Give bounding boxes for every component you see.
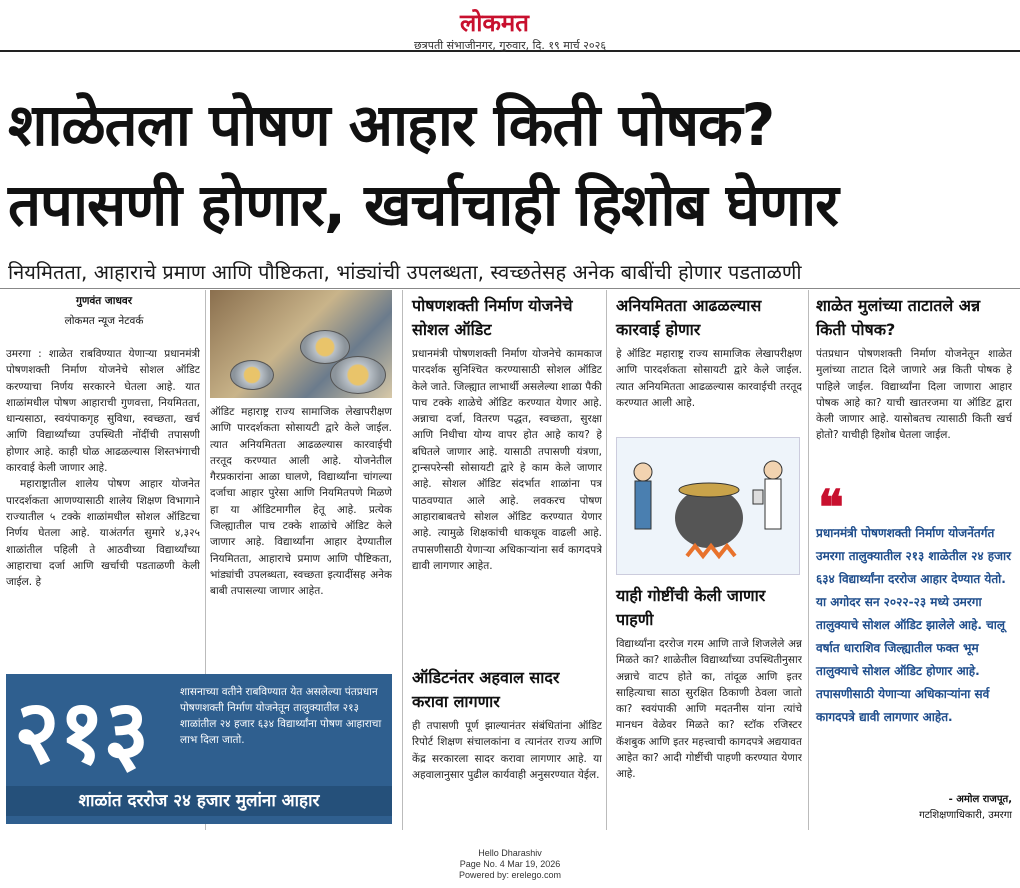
col4-text-1: हे ऑडिट महाराष्ट्र राज्य सामाजिक लेखापरीक्षण आणि पारदर्शकता सोसायटी द्वारे केले जाईल. त्यात अनियमितता आढळल्यास कारवाईची तरतूद करण्यात आली आहे. [616, 348, 802, 409]
byline-author: गुणवंत जाधवर [75, 295, 133, 307]
col4-heading-1: अनियमितता आढळल्यास कारवाई होणार [616, 296, 762, 339]
col1-para-2: महाराष्ट्रातील शालेय पोषण आहार योजनेत पारदर्शकता आणण्यासाठी शालेय शिक्षण विभागाने राज्यातील ५ टक्के शाळांमधील सोशल ऑडिटचा निर्णय घेतला आहे. याअंतर्गत सुमारे ४,३२५ शाळांतील पहिली ते आठवीच्या विद्यार्थ्यांच्या आहाराचा दर्जा आणि खर्चाची पडताळणी केली जाईल. हे [6, 478, 200, 589]
page-footer [380, 848, 640, 881]
masthead [0, 0, 1020, 52]
col4-heading-2: याही गोष्टींची केली जाणार पाहणी [616, 586, 766, 629]
quote-mark-icon: ❝ [818, 480, 844, 536]
strapline: नियमितता, आहाराचे प्रमाण आणि पौष्टिकता, भांड्यांची उपलब्धता, स्वच्छतेसह अनेक बाबींची होणार पडताळणी [8, 260, 802, 284]
byline [6, 294, 202, 334]
midday-meal-photo [210, 290, 392, 398]
stat-number: २१३ [14, 680, 149, 783]
col3-text-1: प्रधानमंत्री पोषणशक्ती निर्माण योजनेचे कामकाज पारदर्शक सुनिश्चित करण्यासाठी सोशल ऑडिट केले जाते. जिल्ह्यात लाभार्थी असलेल्या शाळा पैकी पाच टक्के शाळेचे ऑडिट करण्यात येणार आहे. अन्नाचा दर्जा, वितरण पद्धत, स्वच्छता, सुरक्षा आणि निधीचा योग्य वापर होत आहे काय? हे बघितले जाणार आहे. यासाठी तपासणी यंत्रणा, ट्रान्सपरेन्सी सोसायटी द्वारे हे काम केले जाणार आहे. सोशल ऑडिट संदर्भात शाळांना पत्र पाठवण्यात आले आहे. लवकरच पोषण आहाराबाबतचे सोशल ऑडिट करण्यात येणार आहे. त्यामुळे शिक्षकांची धाकधूक वाढली आहे. तपासणीसाठी येणाऱ्या अधिकाऱ्यांना सर्व कागदपत्रे द्यावी लागणार आहेत. [412, 348, 602, 572]
quote-attribution [816, 792, 1012, 824]
footer-powered: Powered by: erelego.com [458, 870, 562, 880]
column-divider [402, 290, 403, 830]
col5-text: पंतप्रधान पोषणशक्ती निर्माण योजनेतून शाळेत मुलांच्या ताटात दिले जाणारे अन्न किती पोषक हे पाहिले जाईल. विद्यार्थ्यांना दिला जाणारा आहार पोषक आहे का? याची खातरजमा या ऑडिट द्वारा केली जाणार आहे. यासोबतच त्यासाठी किती खर्च होतो? याचीही हिशोब घेतला जाईल. [816, 348, 1012, 442]
divider [0, 288, 1020, 289]
stat-banner: शाळांत दररोज २४ हजार मुलांना आहार [6, 786, 392, 816]
column-1-text [6, 346, 200, 670]
col3-heading-2: ऑडिटनंतर अहवाल सादर करावा लागणार [412, 668, 560, 711]
column-divider [808, 290, 809, 830]
column-2-text: ऑडिट महाराष्ट्र राज्य सामाजिक लेखापरीक्षण आणि पारदर्शकता सोसायटी द्वारे केले जाईल. त्यात अनियमितता आढळल्यास कारवाईची तरतूद करण्यात आली आहे. योजनेतील गैरप्रकारांना आळा घालणे, विद्यार्थ्यांना चांगल्या दर्जाचा आहार पुरेसा आणि नियमितपणे मिळणे हा या ऑडिटमागील हेतू आहे. प्रत्येक जिल्ह्यातील पाच टक्के शाळांचे ऑडिट केले जाणार आहे. विद्यार्थ्यांना आहार देण्यातील नियमितता, आहाराचे प्रमाण आणि पौष्टिकता, भांड्यांची उपलब्धता, स्वच्छता इत्यादींसह अनेक बाबी तपासल्या जाणार आहेत. [210, 406, 392, 598]
col1-para-1: उमरगा : शाळेत राबविण्यात येणाऱ्या प्रधानमंत्री पोषणशक्ती निर्माण योजनेचे सोशल ऑडिट करण्याचा निर्णय सरकारने घेतला आहे. यात शाळांमधील पोषण आहाराची गुणवत्ता, नियमितता, धान्यसाठा, स्वयंपाकगृह सुविधा, स्वच्छता, खर्च आणि विद्यार्थ्यांच्या उपस्थिती नोंदींची तपासणी होणार आहे. काही घोळ आढळल्यास शिस्तभंगाची कारवाई केली जाणार आहे. [6, 348, 200, 475]
byline-agency: लोकमत न्यूज नेटवर्क [64, 315, 144, 327]
col5-heading: शाळेत मुलांच्या ताटातले अन्न किती पोषक? [816, 296, 981, 339]
footer-page: Page No. 4 Mar 19, 2026 [459, 859, 561, 869]
headline-line-2: तपासणी होणार, खर्चाचाही हिशोब घेणार [8, 171, 838, 239]
headline-line-1: शाळेतला पोषण आहार किती पोषक? [8, 91, 775, 159]
headline [8, 85, 1008, 245]
attribution-name: - अमोल राजपूत, [948, 794, 1012, 805]
column-divider [606, 290, 607, 830]
footer-edition: Hello Dharashiv [478, 848, 542, 858]
col3-heading-1: पोषणशक्ती निर्माण योजनेचे सोशल ऑडिट [412, 296, 573, 339]
stat-caption: शासनाच्या वतीने राबविण्यात येत असलेल्या पंतप्रधान पोषणशक्ती निर्माण योजनेतून तालुक्यातील २१३ शाळांतील २४ हजार ६३४ विद्यार्थ्यांना पोषण आहाराचा लाभ दिला जातो. [180, 686, 382, 746]
newspaper-logo: लोकमत [460, 8, 529, 37]
attribution-title: गटशिक्षणाधिकारी, उमरगा [919, 810, 1012, 821]
dateline: छत्रपती संभाजीनगर, गुरुवार, दि. १९ मार्च २०२६ [413, 39, 607, 52]
inspection-cartoon [616, 437, 800, 575]
pull-quote: प्रधानमंत्री पोषणशक्ती निर्माण योजनेंतर्गत उमरगा तालुक्यातील २१३ शाळेतील २४ हजार ६३४ विद्यार्थ्यांना दररोज आहार देण्यात येतो. या अगोदर सन २०२२-२३ मध्ये उमरगा तालुक्याचे सोशल ऑडिट झालेले आहे. चालू वर्षात धाराशिव जिल्ह्यातील फक्त भूम तालुक्याचे सोशल ऑडिट होणार आहे. तपासणीसाठी येणाऱ्या अधिकाऱ्यांना सर्व कागदपत्रे द्यावी लागणार आहेत. [816, 526, 1012, 724]
col4-text-2: विद्यार्थ्यांना दररोज गरम आणि ताजे शिजलेले अन्न मिळते का? शाळेतील विद्यार्थ्यांच्या उपस्थितीनुसार अन्नाचे वाटप होते का, तांदूळ आणि इतर साहित्याचा साठा सुरक्षित ठिकाणी ठेवला जातो का? स्वयंपाकी आणि मदतनीस यांना त्यांचे मानधन वेळेवर मिळते का? स्टॉक रजिस्टर कॅशबुक आणि इतर महत्त्वाची कागदपत्रे अद्ययावत आहेत का? आदी गोष्टींची पाहणी करण्यात येणार आहे. [616, 638, 802, 781]
col3-text-2: ही तपासणी पूर्ण झाल्यानंतर संबंधितांना ऑडिट रिपोर्ट शिक्षण संचालकांना व त्यानंतर राज्य आणि केंद्र सरकारला सादर करावा लागणार आहे. या अहवालानुसार पुढील कार्यवाही अनुसरण्यात येईल. [412, 720, 602, 781]
